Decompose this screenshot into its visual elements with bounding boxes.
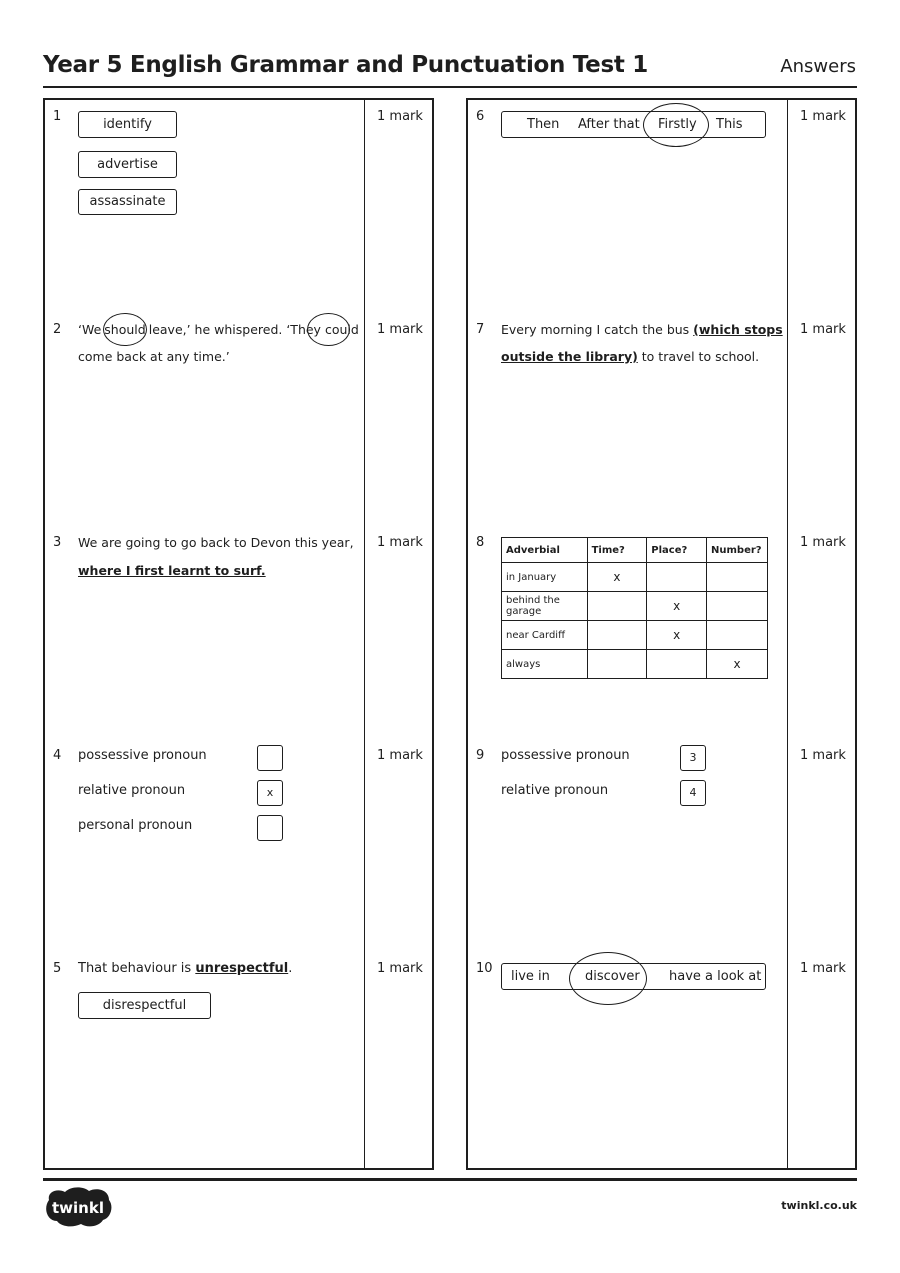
question-number: 10 <box>476 961 493 976</box>
table-row <box>502 621 768 650</box>
table-cell: x <box>707 650 768 679</box>
footer-url: twinkl.co.uk <box>781 1199 857 1212</box>
table-cell <box>587 621 647 650</box>
table-header-cell: Time? <box>587 538 647 563</box>
answers-label: Answers <box>780 56 856 77</box>
question-2-line2: come back at any time.’ <box>78 349 230 364</box>
mark-label: 1 mark <box>800 748 846 763</box>
circle-mark <box>103 313 147 346</box>
table-cell: x <box>647 592 707 621</box>
circle-mark <box>569 952 647 1005</box>
mark-label: 1 mark <box>800 535 846 550</box>
option-word: live in <box>511 969 550 984</box>
question-number: 5 <box>53 961 62 976</box>
option-word: Then <box>527 117 560 132</box>
table-row <box>502 592 768 621</box>
sentence-part: leave,’ he whispered. ‘They <box>148 322 321 337</box>
mark-label: 1 mark <box>377 109 423 124</box>
word-box: identify <box>78 111 177 138</box>
table-header-row <box>502 538 768 563</box>
sentence-part: to travel to school. <box>637 349 760 364</box>
circle-mark <box>643 103 709 147</box>
sentence-part: Every morning I catch the bus <box>501 322 694 337</box>
option-word: have a look at <box>669 969 762 984</box>
circle-mark <box>307 313 350 346</box>
question-number: 7 <box>476 322 485 337</box>
left-mark-column-divider <box>364 99 365 1169</box>
table-cell <box>587 592 647 621</box>
mark-label: 1 mark <box>800 961 846 976</box>
table-cell <box>707 563 768 592</box>
sentence-part: ‘We <box>78 322 102 337</box>
option-label: personal pronoun <box>78 818 193 833</box>
table-cell: near Cardiff <box>502 621 588 650</box>
table-cell: in January <box>502 563 588 592</box>
table-header-cell: Number? <box>707 538 768 563</box>
mark-label: 1 mark <box>377 322 423 337</box>
underlined-clause: where I first learnt to surf. <box>78 563 266 578</box>
word-box: assassinate <box>78 189 177 215</box>
table-cell <box>647 650 707 679</box>
mark-label: 1 mark <box>377 535 423 550</box>
adverbial-table <box>501 537 768 679</box>
option-label: possessive pronoun <box>501 748 630 763</box>
question-7-line1 <box>501 316 783 343</box>
sentence-part: . <box>288 961 293 976</box>
option-label: relative pronoun <box>501 783 609 798</box>
table-cell <box>647 563 707 592</box>
mark-label: 1 mark <box>377 961 423 976</box>
question-7-line2 <box>501 343 759 370</box>
table-cell: x <box>587 563 647 592</box>
table-cell <box>707 621 768 650</box>
answer-box: disrespectful <box>78 992 211 1019</box>
table-row <box>502 650 768 679</box>
page-title: Year 5 English Grammar and Punctuation Test 1 <box>43 52 648 78</box>
question-number: 1 <box>53 109 62 124</box>
header-rule <box>43 86 857 88</box>
question-number: 2 <box>53 322 62 337</box>
option-label: possessive pronoun <box>78 748 207 763</box>
mark-label: 1 mark <box>800 109 846 124</box>
question-number: 9 <box>476 748 485 763</box>
table-cell: x <box>647 621 707 650</box>
option-word: This <box>716 117 743 132</box>
option-word-circled: Firstly <box>658 117 697 132</box>
circled-word-should: should <box>104 322 146 337</box>
mark-label: 1 mark <box>800 322 846 337</box>
table-header-cell: Place? <box>647 538 707 563</box>
answer-checkbox <box>257 745 283 771</box>
question-number: 4 <box>53 748 62 763</box>
underlined-clause: (which stops <box>693 322 783 337</box>
table-cell <box>707 592 768 621</box>
question-number: 6 <box>476 109 485 124</box>
question-5-sentence <box>78 955 292 982</box>
option-label: relative pronoun <box>78 783 186 798</box>
answer-box: 4 <box>680 780 706 806</box>
table-header-cell: Adverbial <box>502 538 588 563</box>
question-3-line1: We are going to go back to Devon this year, <box>78 535 354 550</box>
sentence-part: That behaviour is <box>78 961 196 976</box>
table-row <box>502 563 768 592</box>
mark-label: 1 mark <box>377 748 423 763</box>
table-cell <box>587 650 647 679</box>
question-number: 8 <box>476 535 485 550</box>
word-box: advertise <box>78 151 177 178</box>
right-mark-column-divider <box>787 99 788 1169</box>
footer-rule <box>43 1178 857 1181</box>
question-number: 3 <box>53 535 62 550</box>
logo-text: twinkl <box>52 1199 104 1217</box>
underlined-clause: outside the library) <box>501 349 638 364</box>
table-cell: always <box>502 650 588 679</box>
answer-checkbox <box>257 815 283 841</box>
table-cell: behind the garage <box>502 592 588 621</box>
answer-box: 3 <box>680 745 706 771</box>
option-word-circled: discover <box>585 969 640 984</box>
twinkl-logo <box>43 1186 113 1228</box>
option-word: After that <box>578 117 640 132</box>
answer-checkbox: x <box>257 780 283 806</box>
underlined-word: unrespectful <box>195 961 289 976</box>
circled-word-could: could <box>324 322 359 337</box>
